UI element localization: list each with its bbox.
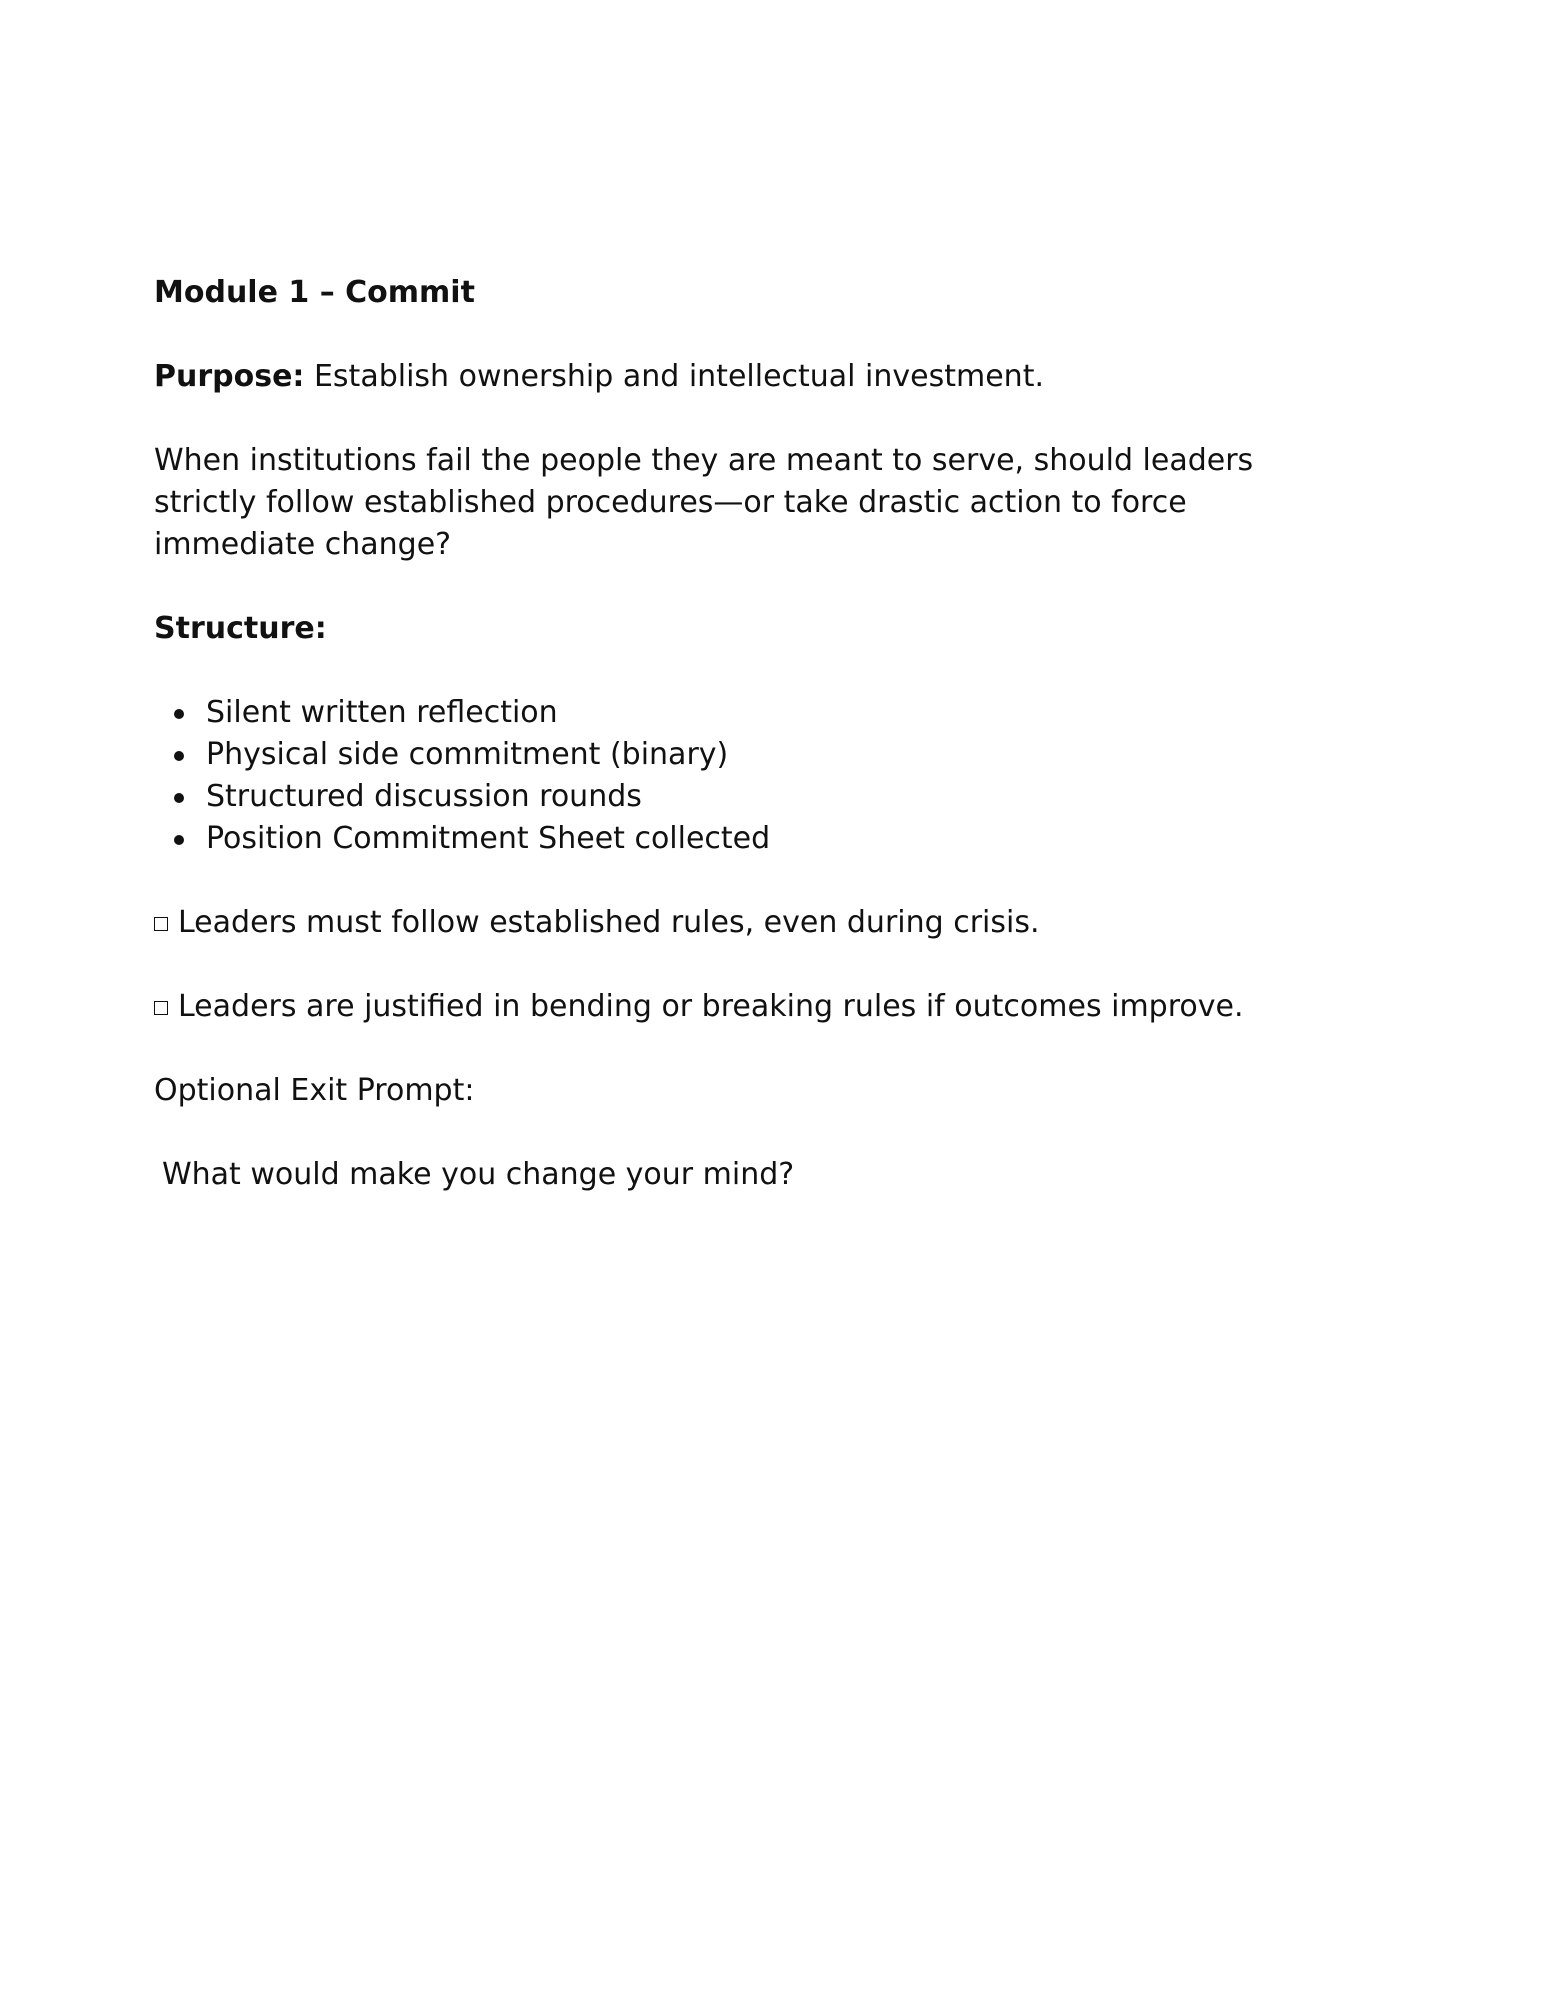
list-item-text: Position Commitment Sheet collected [206, 821, 771, 856]
bullet-icon [174, 751, 184, 761]
exit-prompt-text: What would make you change your mind? [162, 1157, 795, 1192]
option-follow-rules [154, 902, 1394, 944]
option-text: Leaders must follow established rules, even during crisis. [178, 905, 1040, 940]
checkbox-icon[interactable] [154, 1001, 168, 1015]
bullet-icon [174, 793, 184, 803]
structure-heading: Structure: [154, 611, 327, 646]
exit-prompt-label: Optional Exit Prompt: [154, 1073, 475, 1108]
bullet-icon [174, 835, 184, 845]
list-item-text: Silent written reflection [206, 695, 558, 730]
purpose-label: Purpose: [154, 359, 305, 394]
purpose-text: Establish ownership and intellectual investment. [304, 359, 1044, 394]
option-text: Leaders are justified in bending or breaking rules if outcomes improve. [178, 989, 1244, 1024]
list-item-text: Structured discussion rounds [206, 779, 642, 814]
exit-prompt-question [154, 1154, 1394, 1196]
list-item [154, 776, 1394, 818]
guiding-question: When institutions fail the people they are meant to serve, should leaders strictly follow established procedures—or take drastic action to force immediate change? [154, 443, 1254, 562]
list-item [154, 734, 1394, 776]
purpose-line [154, 356, 1394, 398]
structure-list [154, 692, 1394, 860]
option-bend-rules [154, 986, 1394, 1028]
module-title: Module 1 – Commit [154, 275, 475, 310]
list-item [154, 818, 1394, 860]
list-item-text: Physical side commitment (binary) [206, 737, 729, 772]
document-body [154, 272, 1394, 1238]
checkbox-icon[interactable] [154, 917, 168, 931]
list-item [154, 692, 1394, 734]
bullet-icon [174, 709, 184, 719]
